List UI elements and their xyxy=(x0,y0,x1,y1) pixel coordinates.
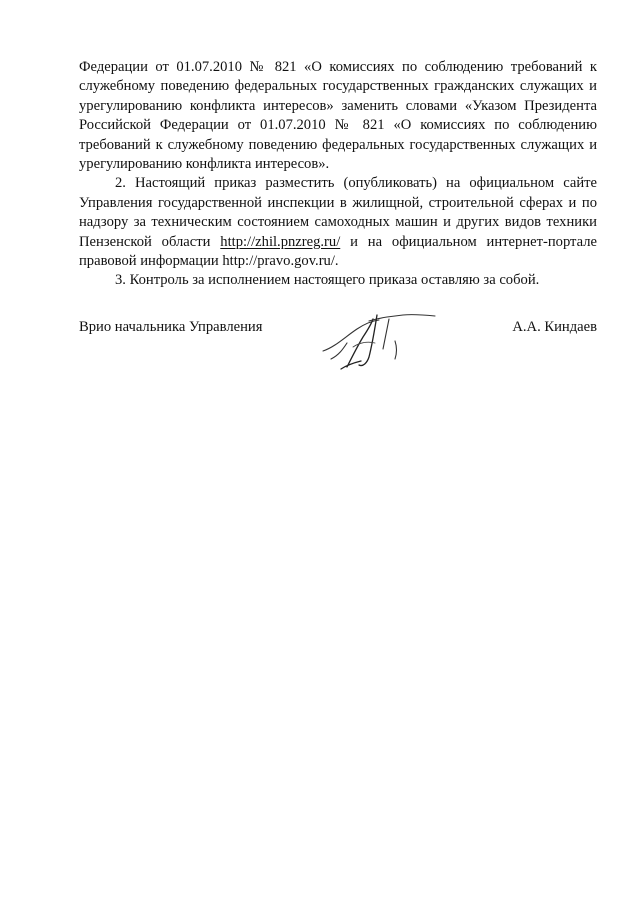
paragraph-control xyxy=(79,271,597,290)
website-link[interactable]: http://zhil.pnzreg.ru/ xyxy=(220,233,341,250)
paragraph-text: и на официальном интернет-портале правовой информации http://pravo.gov.ru/. xyxy=(79,233,597,270)
paragraph-publication xyxy=(79,174,597,271)
signatory-title: Врио начальника Управления xyxy=(79,319,263,335)
paragraph-text: Федерации от 01.07.2010 № 821 «О комиссиях по соблюдению требований к служебному поведению федеральных государственных гражданских служащих и урегулированию конфликта интересов» заменить словами «Указом Президента Российской Федерации от 01.07.2010 № 821 «О комиссиях по соблюдению требований к служебному поведению федеральных государственных служащих и урегулированию конфликта интересов». xyxy=(79,59,597,173)
signatory-name: А.А. Киндаев xyxy=(512,319,597,335)
paragraph-text: 2. Настоящий приказ разместить (опубликовать) на официальном сайте Управления государственной инспекции в жилищной, строительной сферах и по надзору за техническим состоянием самоходных машин и других видов техники Пензенской области xyxy=(79,175,597,250)
paragraph-text: 3. Контроль за исполнением настоящего приказа оставляю за собой. xyxy=(115,272,540,289)
handwritten-signature xyxy=(317,307,457,377)
document-body xyxy=(79,58,597,291)
paragraph-continuation xyxy=(79,58,597,174)
signature-block xyxy=(79,315,597,385)
